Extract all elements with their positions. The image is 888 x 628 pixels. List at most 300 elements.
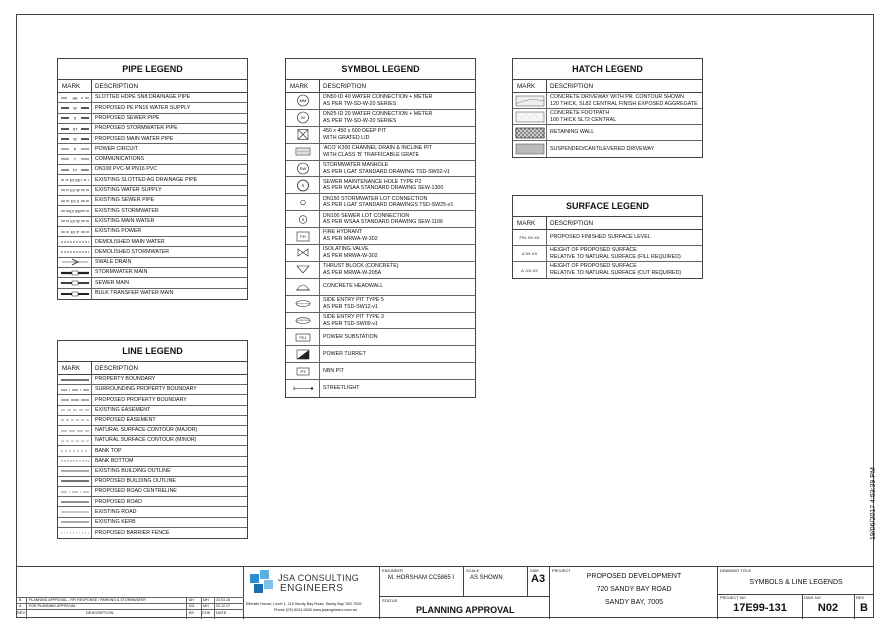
engineer-value: M. HORSHAM CC5865 I (388, 575, 455, 581)
pipe-description: EXISTING WATER SUPPLY (95, 187, 162, 194)
status-cell (380, 597, 550, 619)
line-description: PROPERTY BOUNDARY (95, 376, 156, 383)
line-description: PROPOSED EASEMENT (95, 417, 156, 424)
symbol-description (320, 296, 384, 312)
pipe-legend-row (58, 186, 247, 196)
symbol-mark (286, 296, 320, 312)
hatch-description-line1: RETAINING WALL (550, 129, 595, 136)
pipe-description: EXISTING SLOTTED AG DRAINAGE PIPE (95, 176, 198, 183)
symbol-description-line1: STREETLIGHT (323, 385, 360, 392)
hatch-description-line2: 120 THICK, SL82 CENTRAL FINISH EXPOSED AGGREGATE (550, 100, 698, 107)
pipe-description: STORMWATER MAIN (95, 269, 148, 276)
revision-description: PLANNING APPROVAL - RFI RESPONSE / PARKING & STORMWATER (29, 598, 146, 602)
line-description: EXISTING BUILDING OUTLINE (95, 467, 171, 474)
symbol-description (320, 228, 378, 244)
symbol-description-line1: DN150 STORMWATER LOT CONNECTION (323, 195, 428, 202)
symbol-legend-row (286, 245, 475, 262)
dwg-no-value: N02 (817, 602, 839, 614)
symbol-description-line1: DN25 ID 20 WATER CONNECTION + METER (323, 111, 433, 118)
symbol-mark-label: S (301, 182, 304, 188)
pipe-description: PROPOSED SEWER PIPE (95, 114, 160, 121)
engineer-cell (380, 567, 464, 597)
line-symbol (58, 528, 92, 538)
symbol-description-line1: FIRE HYDRANT (323, 229, 363, 236)
symbol-description (320, 177, 443, 193)
pipe-mark-label: W (72, 106, 77, 111)
line-symbol (58, 375, 92, 384)
symbol-description-line2: AS PER MRWA-W-205A (323, 269, 382, 276)
pipe-legend-row (58, 227, 247, 237)
hatch-description-line1: CONCRETE FOOTPATH (550, 109, 610, 116)
symbol-description (320, 313, 384, 329)
scale-value: AS SHOWN (470, 575, 503, 581)
line-legend-row (58, 497, 247, 507)
symbol-legend-row (286, 363, 475, 380)
symbol-mark (286, 346, 320, 362)
symbol-description-line2: AS PER TSD-SW12-v1 (323, 303, 378, 310)
symbol-description-line2: AS PER WSAA STANDARD DRAWING SEW-1106 (323, 219, 443, 226)
pipe-symbol (58, 217, 92, 226)
symbol-description-line1: SIDE ENTRY PIT TYPE 3 (323, 313, 384, 320)
symbol-mark (286, 329, 320, 345)
symbol-description (320, 363, 344, 379)
date-col-header: DATE (216, 610, 227, 615)
symbol-description-line1: ISOLATING VALVE (323, 246, 369, 253)
symbol-mark (286, 93, 320, 109)
pipe-symbol (58, 196, 92, 205)
project-cell (550, 567, 718, 619)
symbol-legend-row (286, 93, 475, 110)
drawing-title-cell (718, 567, 874, 595)
rev-col-header: REV (17, 610, 26, 615)
line-description: NATURAL SURFACE CONTOUR (MAJOR) (95, 427, 198, 434)
symbol-description-line2: AS PER TW-SD-W-20 SERIES (323, 100, 397, 107)
symbol-legend-row (286, 194, 475, 211)
symbol-description (320, 262, 399, 278)
surface-description (547, 262, 681, 278)
pipe-legend-row (58, 93, 247, 103)
pipe-legend-row (58, 155, 247, 165)
pipe-description: PROPOSED PE PN16 WATER SUPPLY (95, 104, 191, 111)
pipe-symbol (58, 237, 92, 246)
dwg-no-label: DWG NO (804, 595, 821, 600)
size-label: SIZE (530, 568, 539, 573)
surface-description (547, 246, 681, 261)
pipe-symbol (58, 206, 92, 215)
line-description: EXISTING ROAD (95, 508, 137, 515)
company-name-line2: ENGINEERS (280, 583, 344, 594)
symbol-legend-row (286, 228, 475, 245)
symbol-description-line1: DN100 SEWER LOT CONNECTION (323, 212, 410, 219)
pipe-description: SWALE DRAIN (95, 259, 132, 266)
symbol-legend (285, 58, 476, 398)
pipe-legend-row (58, 114, 247, 124)
pipe-symbol (58, 134, 92, 143)
pipe-legend-row (58, 278, 247, 288)
line-legend-rows (58, 375, 247, 538)
description-header: DESCRIPTION (95, 82, 139, 90)
pipe-description: SLOTTED HDPE SN8 DRAINAGE PIPE (95, 94, 191, 101)
line-legend-row (58, 518, 247, 528)
pipe-symbol (58, 227, 92, 236)
pipe-mark-label: EX W (69, 219, 80, 224)
status-label: STATUS (382, 598, 398, 603)
surface-legend-row (513, 262, 702, 278)
size-value: A3 (531, 573, 546, 585)
mark-header: MARK (58, 80, 92, 92)
pipe-mark-label: AD (72, 96, 77, 101)
description-header: DESCRIPTION (550, 82, 594, 90)
pipe-legend-row (58, 206, 247, 216)
pipe-description: DN100 PVC-M PN16 PVC (95, 166, 158, 173)
hatch-description-line2: 100 THICK SL72 CENTRAL (550, 116, 617, 123)
hatch-legend-row (513, 109, 702, 125)
symbol-legend-row (286, 296, 475, 313)
symbol-description (320, 194, 453, 210)
chk-col-header: CHK (202, 610, 211, 615)
pipe-symbol (58, 278, 92, 287)
pipe-symbol (58, 165, 92, 174)
pipe-symbol (58, 175, 92, 184)
line-description: SURROUNDING PROPERTY BOUNDARY (95, 386, 197, 393)
pipe-symbol (58, 155, 92, 164)
pipe-symbol (58, 124, 92, 133)
pipe-description: COMMUNICATIONS (95, 156, 145, 163)
pipe-legend-row (58, 217, 247, 227)
symbol-description-line1: SIDE ENTRY PIT TYPE 5 (323, 297, 384, 304)
surface-legend-row (513, 230, 702, 246)
symbol-description (320, 110, 432, 126)
pipe-mark-label: T (73, 157, 76, 162)
pipe-legend-row (58, 103, 247, 113)
surface-legend-header (513, 217, 702, 230)
symbol-description-line1: THRUST BLOCK (CONCRETE) (323, 263, 399, 270)
hatch-description (547, 93, 698, 108)
line-legend-row (58, 487, 247, 497)
symbol-description (320, 144, 432, 160)
symbol-description-line1: POWER TURRET (323, 351, 366, 357)
title-block (16, 566, 874, 618)
symbol-legend-header (286, 80, 475, 93)
symbol-legend-row (286, 329, 475, 346)
symbol-description (320, 211, 443, 227)
symbol-legend-row (286, 313, 475, 330)
pipe-description: POWER CIRCUIT (95, 145, 138, 152)
revision-rev: B (19, 598, 22, 602)
pipe-symbol (58, 258, 92, 267)
symbol-mark (286, 313, 320, 329)
line-symbol (58, 477, 92, 486)
engineer-label: ENGINEER (382, 568, 403, 573)
pipe-symbol (58, 114, 92, 123)
surface-mark: Δ -XX.XX (513, 262, 547, 278)
line-legend-row (58, 436, 247, 446)
line-legend-row (58, 426, 247, 436)
pipe-symbol (58, 144, 92, 153)
pipe-description: PROPOSED STORMWATER PIPE (95, 125, 178, 132)
symbol-description-line1: DN50 ID 40 WATER CONNECTION + METER (323, 94, 433, 101)
symbol-description-line2: AS PER LGAT STANDARD DRAWINGS TSD-SW25-v1 (323, 202, 454, 209)
mark-header: MARK (286, 80, 320, 92)
symbol-mark (286, 211, 320, 227)
hatch-description (547, 141, 654, 157)
project-line3: SANDY BAY, 7005 (605, 599, 663, 606)
hatch-legend (512, 58, 703, 158)
revision-by: DG (189, 604, 195, 608)
symbol-description-line2: WITH CLASS 'B' TRAFFICABLE GRATE (323, 151, 420, 158)
hatch-swatch (513, 125, 547, 140)
symbol-mark-label: FH (299, 233, 306, 239)
project-no-label: PROJECT NO (720, 595, 746, 600)
symbol-legend-row (286, 177, 475, 194)
revision-by: AH (189, 598, 194, 602)
line-symbol (58, 395, 92, 404)
pipe-symbol (58, 247, 92, 256)
line-description: NATURAL SURFACE CONTOUR (MINOR) (95, 437, 197, 444)
pipe-description: EXISTING SEWER PIPE (95, 197, 155, 204)
symbol-description-line2: AS PER TW-SD-W-20 SERIES (323, 117, 397, 124)
line-symbol (58, 507, 92, 516)
symbol-description-line2: AS PER MRWA-W-302 (323, 236, 378, 243)
pipe-mark-label: ST (72, 126, 77, 131)
symbol-description-line2: AS PER TSD-SW09-v1 (323, 320, 378, 327)
revision-date: 20.12.17 (216, 604, 230, 608)
surface-description-line1: PROPOSED FINISHED SURFACE LEVEL (550, 234, 651, 241)
line-description: BANK BOTTOM (95, 457, 134, 464)
symbol-description (320, 346, 366, 362)
symbol-description-line2: WITH GRATED LID (323, 134, 370, 141)
pipe-legend-row (58, 258, 247, 268)
line-description: PROPOSED ROAD CENTRELINE (95, 488, 177, 495)
hatch-description (547, 125, 594, 140)
line-description: EXISTING KERB (95, 518, 136, 525)
mark-header: MARK (513, 80, 547, 92)
pipe-symbol (58, 289, 92, 299)
pipe-legend-row (58, 268, 247, 278)
description-header: DESCRIPTION (95, 364, 139, 372)
symbol-legend-row (286, 380, 475, 397)
symbol-mark-label: SW (299, 166, 306, 171)
pipe-legend-header (58, 80, 247, 93)
symbol-description-line1: STORMWATER MANHOLE (323, 161, 389, 168)
hatch-legend-row (513, 125, 702, 141)
pipe-legend (57, 58, 248, 300)
hatch-swatch (513, 93, 547, 108)
symbol-legend-row (286, 262, 475, 279)
line-symbol (58, 467, 92, 476)
surface-description-line1: HEIGHT OF PROPOSED SURFACE (550, 263, 637, 270)
line-symbol (58, 426, 92, 435)
symbol-mark (286, 127, 320, 143)
line-legend-row (58, 528, 247, 538)
line-legend-row (58, 395, 247, 405)
pipe-mark-label: W (72, 137, 77, 142)
description-header: DESCRIPTION (550, 219, 594, 227)
hatch-description-line1: CONCRETE DRIVEWAY WITH PR. CONTOUR SHOWN (550, 93, 684, 100)
symbol-legend-row (286, 110, 475, 127)
pipe-mark-label: EX S (70, 199, 79, 204)
drawing-title-value: SYMBOLS & LINE LEGENDS (749, 579, 843, 586)
company-phone: Phone (03) 6224 9826 www.jsaengineers.com.au (274, 608, 357, 612)
symbol-legend-rows (286, 93, 475, 397)
pipe-symbol (58, 268, 92, 277)
line-description: PROPOSED PROPERTY BOUNDARY (95, 396, 187, 403)
line-legend-row (58, 467, 247, 477)
pipe-legend-row (58, 144, 247, 154)
pipe-mark-label: EX P (70, 229, 79, 234)
by-col-header: BY (189, 610, 195, 615)
pipe-symbol (58, 103, 92, 112)
symbol-legend-row (286, 144, 475, 161)
symbol-description-line1: SEWER MAINTENANCE HOLE TYPE P2 (323, 178, 422, 185)
line-legend-row (58, 375, 247, 385)
pipe-description: EXISTING POWER (95, 228, 142, 235)
pipe-legend-row (58, 237, 247, 247)
symbol-mark-label: P3 (300, 368, 305, 374)
symbol-mark (286, 380, 320, 397)
pipe-description: BULK TRANSFER WATER MAIN (95, 290, 174, 297)
pipe-legend-rows (58, 93, 247, 299)
revision-rev: A (19, 604, 22, 608)
pipe-symbol (58, 186, 92, 195)
symbol-mark (286, 245, 320, 261)
surface-legend-row (513, 246, 702, 262)
pipe-legend-row (58, 247, 247, 257)
revision-chk: MH (203, 604, 209, 608)
project-line2: 720 SANDY BAY ROAD (596, 586, 672, 593)
surface-description-line2: RELATIVE TO NATURAL SURFACE (FILL REQUIRED) (550, 253, 681, 260)
symbol-mark (286, 279, 320, 295)
line-description: PROPOSED BUILDING OUTLINE (95, 478, 176, 485)
symbol-description (320, 279, 383, 295)
rev-value: B (860, 602, 868, 614)
line-description: PROPOSED BARRIER FENCE (95, 529, 170, 536)
pipe-mark-label: FT (72, 168, 77, 173)
size-cell (528, 567, 550, 597)
pipe-mark-label: S (73, 116, 76, 121)
project-line1: PROPOSED DEVELOPMENT (586, 573, 682, 580)
symbol-description (320, 245, 378, 261)
symbol-legend-row (286, 346, 475, 363)
pipe-legend-row (58, 196, 247, 206)
pipe-mark-label: EX W (69, 188, 80, 193)
dwg-no-cell (802, 594, 855, 619)
project-no-value: 17E99-131 (733, 602, 787, 614)
symbol-mark-label: PS-1 (298, 335, 307, 340)
line-symbol (58, 497, 92, 506)
symbol-description-line1: 450 x 450 x 600 DEEP PIT (323, 128, 387, 135)
rev-label: REV (856, 595, 865, 600)
pipe-description: SEWER MAIN (95, 279, 130, 286)
symbol-legend-row (286, 279, 475, 296)
surface-mark: FSL XX.XX (513, 230, 547, 245)
project-no-cell (718, 594, 803, 619)
revision-date: 23.03.18 (216, 598, 230, 602)
line-legend (57, 340, 248, 539)
pipe-description: DEMOLISHED STORMWATER (95, 248, 170, 255)
line-symbol (58, 406, 92, 415)
pipe-description: PROPOSED MAIN WATER PIPE (95, 135, 174, 142)
hatch-legend-title: HATCH LEGEND (513, 59, 702, 80)
pipe-symbol (58, 93, 92, 102)
company-name-line1: JSA CONSULTING (278, 573, 360, 583)
hatch-description (547, 109, 616, 124)
pipe-legend-row (58, 289, 247, 299)
hatch-swatch (513, 109, 547, 124)
plot-stamp: 19/06/2017 4:53:39 PM (870, 467, 877, 540)
symbol-mark-label: MM (299, 98, 306, 104)
drawing-title-label: DRAWING TITLE (720, 568, 752, 573)
hatch-legend-row (513, 93, 702, 109)
symbol-description-line1: POWER SUBSTATION (323, 334, 378, 341)
symbol-description-line1: NBN PIT (323, 367, 344, 374)
scale-cell (464, 567, 528, 597)
status-value: PLANNING APPROVAL (416, 605, 515, 615)
mark-header: MARK (513, 217, 547, 229)
surface-legend-title: SURFACE LEGEND (513, 196, 702, 217)
symbol-mark (286, 228, 320, 244)
line-description: EXISTING EASEMENT (95, 406, 151, 413)
hatch-legend-row (513, 141, 702, 157)
mark-header: MARK (58, 362, 92, 374)
line-legend-row (58, 385, 247, 395)
symbol-mark-label: M (300, 115, 305, 121)
line-symbol (58, 416, 92, 425)
symbol-mark (286, 262, 320, 278)
pipe-description: DEMOLISHED MAIN WATER (95, 238, 165, 245)
symbol-description-line2: AS PER LGAT STANDARD DRAWING TSD-SW02-v1 (323, 168, 450, 175)
line-legend-row (58, 446, 247, 456)
pipe-description: EXISTING STORMWATER (95, 207, 159, 214)
description-header: DESCRIPTION (323, 82, 367, 90)
symbol-description (320, 127, 386, 143)
line-legend-row (58, 477, 247, 487)
line-symbol (58, 518, 92, 527)
symbol-mark (286, 144, 320, 160)
surface-legend-rows (513, 230, 702, 278)
symbol-description-line2: AS PER MRWA-W-302 (323, 252, 378, 259)
pipe-mark-label: EX SW (68, 209, 81, 214)
pipe-mark-label: P (73, 147, 76, 152)
line-symbol (58, 487, 92, 496)
line-symbol (58, 436, 92, 445)
description-col-header: DESCRIPTION (86, 610, 114, 615)
pipe-legend-row (58, 134, 247, 144)
hatch-legend-header (513, 80, 702, 93)
symbol-legend-title: SYMBOL LEGEND (286, 59, 475, 80)
symbol-mark (286, 110, 320, 126)
line-symbol (58, 385, 92, 394)
project-label: PROJECT (552, 568, 571, 573)
revision-table (16, 567, 244, 619)
pipe-legend-row (58, 165, 247, 175)
hatch-description-line1: SUSPENDED/CANTILEVERED DRIVEWAY (550, 145, 655, 152)
symbol-mark (286, 177, 320, 193)
company-block (244, 567, 380, 619)
symbol-mark (286, 161, 320, 177)
symbol-description-line1: CONCRETE HEADWALL (323, 283, 384, 290)
line-symbol (58, 457, 92, 466)
pipe-legend-title: PIPE LEGEND (58, 59, 247, 80)
symbol-description-line2: AS PER WSAA STANDARD DRAWING SEW-1300 (323, 185, 444, 192)
revision-description: FOR PLANNING APPROVAL (29, 604, 76, 608)
symbol-legend-row (286, 211, 475, 228)
line-symbol (58, 446, 92, 455)
line-legend-row (58, 416, 247, 426)
symbol-legend-row (286, 127, 475, 144)
symbol-description-line1: 'ACO' K300 CHANNEL DRAIN & INCLINE PIT (323, 145, 432, 152)
line-legend-row (58, 406, 247, 416)
